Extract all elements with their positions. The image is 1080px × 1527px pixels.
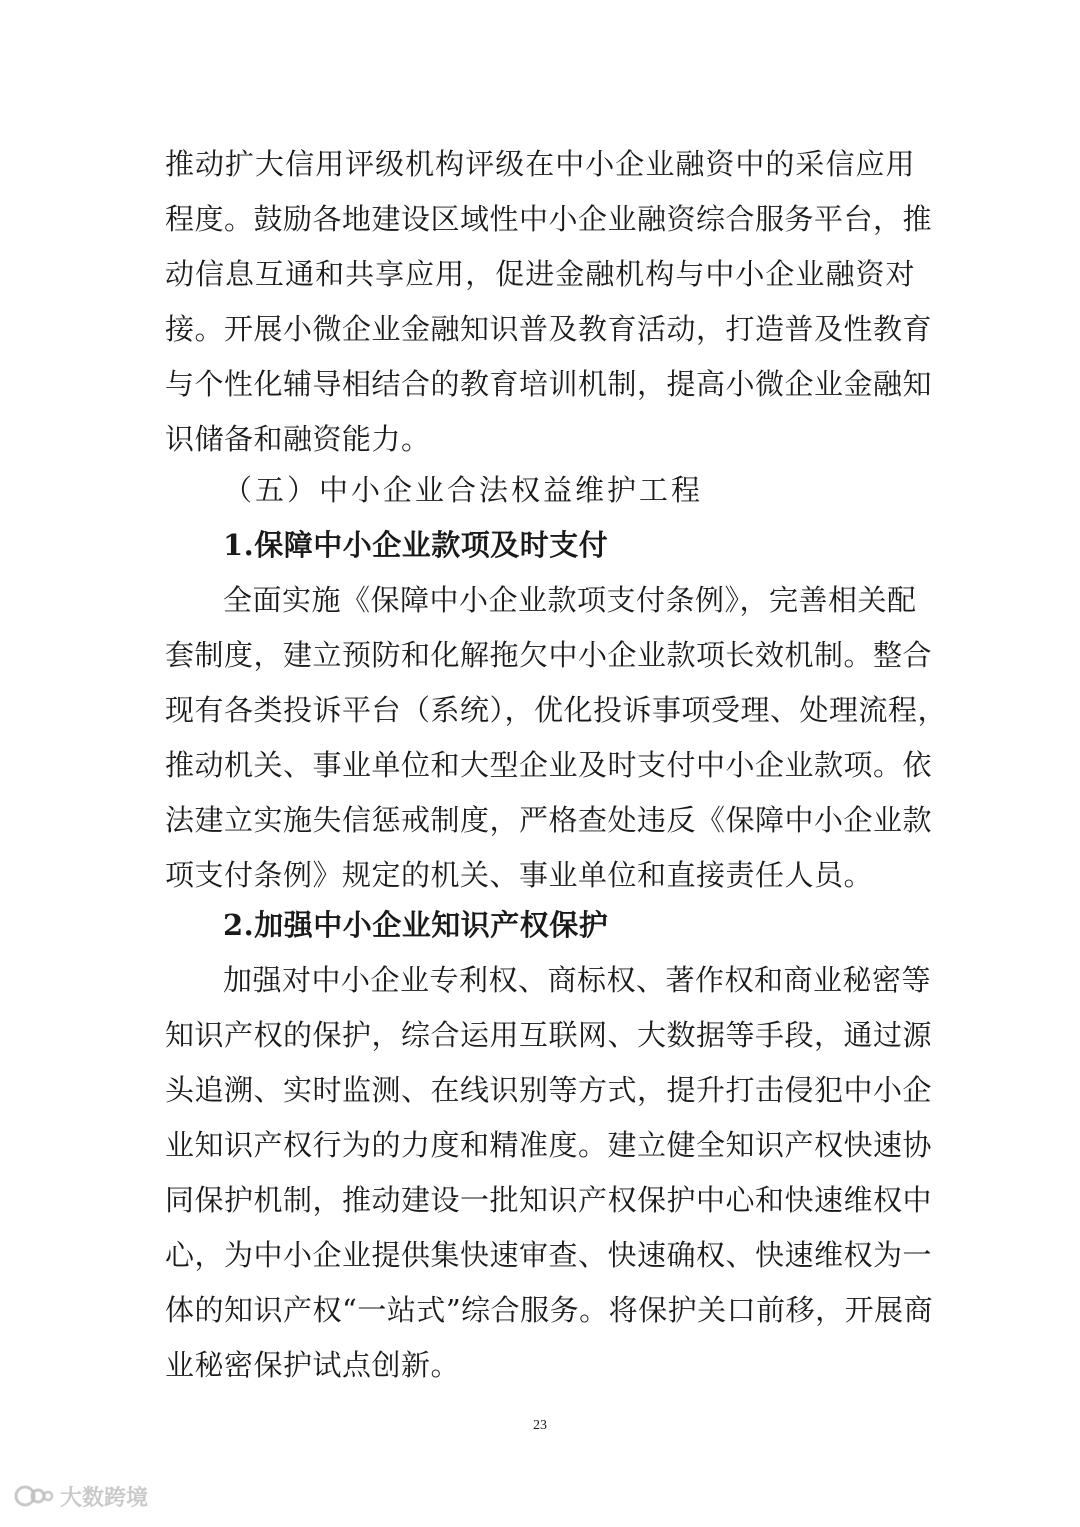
text-line: 同保护机制，推动建设一批知识产权保护中心和快速维权中	[165, 1183, 933, 1217]
text-line: 推动扩大信用评级机构评级在中小企业融资中的采信应用	[165, 147, 915, 181]
section-heading	[165, 463, 915, 518]
text-line: 项支付条例》规定的机关、事业单位和直接责任人员。	[165, 858, 874, 892]
text-line: 业知识产权行为的力度和精准度。建立健全知识产权快速协	[165, 1128, 933, 1162]
text-line: 体的知识产权“一站式”综合服务。将保护关口前移，开展商	[165, 1293, 934, 1327]
brand-logo-icon	[14, 1481, 54, 1511]
text-line: 套制度，建立预防和化解拖欠中小企业款项长效机制。整合	[165, 638, 933, 672]
subsection-payment	[165, 518, 948, 903]
text-line: 现有各类投诉平台（系统），优化投诉事项受理、处理流程，	[165, 693, 948, 727]
page-number: 23	[533, 1418, 547, 1433]
text-line: 与个性化辅导相结合的教育培训机制，提高小微企业金融知	[165, 367, 933, 401]
text-line: 动信息互通和共享应用，促进金融机构与中小企业融资对	[165, 257, 915, 291]
section-title: （五）中小企业合法权益维护工程	[223, 473, 704, 507]
subsection-ip-protection	[165, 898, 934, 1393]
text-line: 法建立实施失信惩戒制度，严格查处违反《保障中小企业款	[165, 803, 933, 837]
text-line: 全面实施《保障中小企业款项支付条例》，完善相关配	[223, 583, 917, 617]
text-line: 接。开展小微企业金融知识普及教育活动，打造普及性教育	[165, 312, 933, 346]
watermark	[14, 1476, 148, 1516]
subsection-title: 1.保障中小企业款项及时支付	[223, 528, 609, 562]
text-line: 业秘密保护试点创新。	[165, 1348, 461, 1382]
paragraph-credit-rating	[165, 137, 933, 467]
text-line: 程度。鼓励各地建设区域性中小企业融资综合服务平台，推	[165, 202, 933, 236]
text-line: 心，为中小企业提供集快速审查、快速确权、快速维权为一	[165, 1238, 933, 1272]
text-line: 加强对中小企业专利权、商标权、著作权和商业秘密等	[223, 963, 932, 997]
text-line: 识储备和融资能力。	[165, 422, 431, 456]
text-line: 知识产权的保护，综合运用互联网、大数据等手段，通过源	[165, 1018, 933, 1052]
text-line: 推动机关、事业单位和大型企业及时支付中小企业款项。依	[165, 748, 933, 782]
watermark-text: 大数跨境	[60, 1485, 149, 1511]
subsection-title: 2.加强中小企业知识产权保护	[223, 908, 609, 942]
text-line: 头追溯、实时监测、在线识别等方式，提升打击侵犯中小企	[165, 1073, 933, 1107]
